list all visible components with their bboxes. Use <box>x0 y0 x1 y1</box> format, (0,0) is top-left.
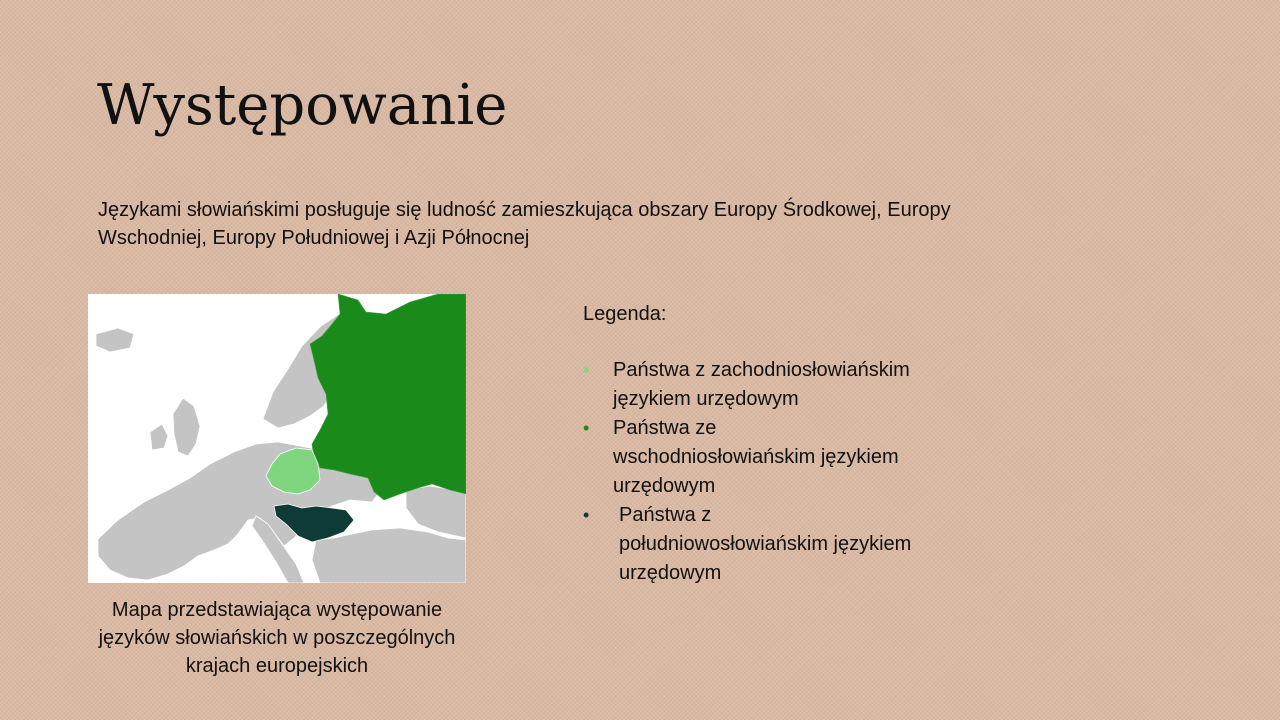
bullet-dot-icon: • <box>583 505 590 525</box>
legend-title: Legenda: <box>583 303 667 325</box>
legend-item-west-slavic <box>583 356 913 414</box>
europe-map <box>88 294 466 583</box>
slide-title: Występowanie <box>97 73 508 138</box>
legend-item-label: Państwa z południowosłowiańskim językiem urzędowym <box>619 504 912 584</box>
bullet-dot-icon: • <box>583 418 590 438</box>
intro-text: Językami słowiańskimi posługuje się ludność zamieszkująca obszary Europy Środkowej, Europy Wschodniej, Europy Południowej i Azji Północnej <box>98 199 951 249</box>
legend-item-south-slavic <box>583 501 913 588</box>
map-east-slavic <box>310 294 466 500</box>
legend-list <box>583 356 913 588</box>
legend-item-east-slavic <box>583 414 913 501</box>
bullet-dot-icon: • <box>583 360 590 380</box>
legend-item-label: Państwa z zachodniosłowiańskim językiem urzędowym <box>613 359 910 410</box>
map-caption: Mapa przedstawiająca występowanie języków słowiańskich w poszczególnych krajach europejskich <box>98 599 456 677</box>
map-graphic <box>88 294 466 583</box>
legend-item-label: Państwa ze wschodniosłowiańskim językiem urzędowym <box>613 417 899 497</box>
